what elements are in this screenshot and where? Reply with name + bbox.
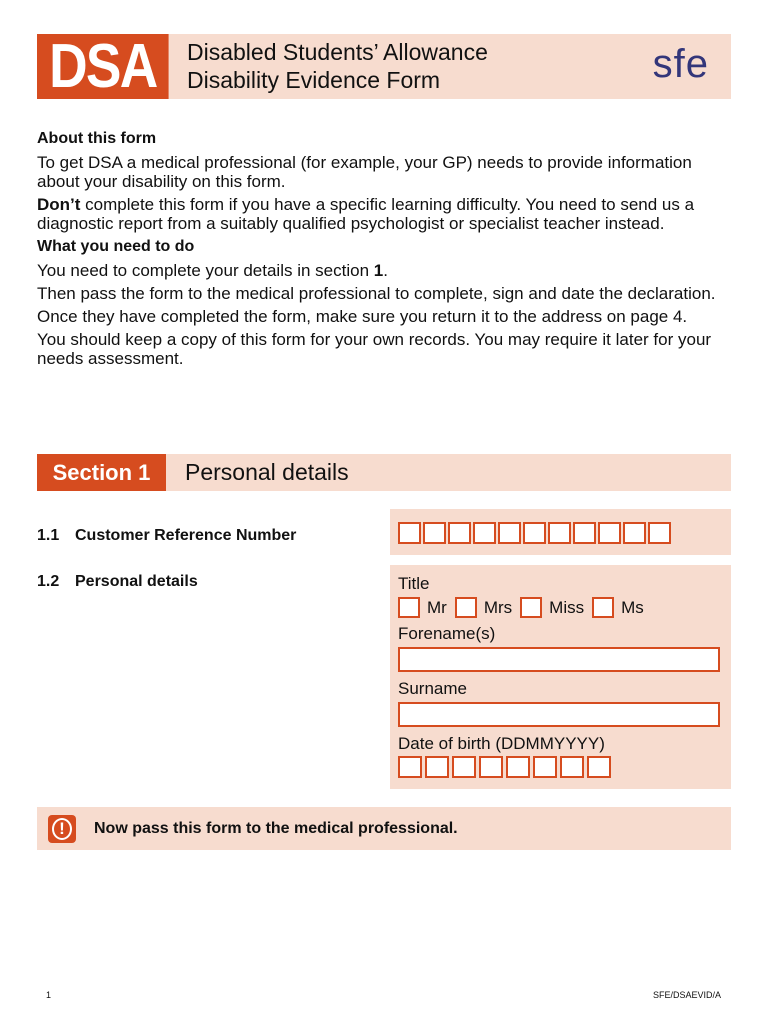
about-heading: About this form <box>37 130 157 147</box>
personal-details-panel <box>390 565 731 789</box>
exclamation-icon: ! <box>48 815 76 843</box>
section-tag: Section 1 <box>37 454 166 491</box>
dob-digit-box[interactable] <box>587 756 611 778</box>
title-option-label: Mrs <box>483 597 513 617</box>
title-miss-checkbox[interactable] <box>520 597 542 618</box>
title-mr-checkbox[interactable] <box>398 597 420 618</box>
crn-digit-box[interactable] <box>598 522 621 544</box>
question-text: Customer Reference Number <box>75 527 297 544</box>
todo-heading: What you need to do <box>37 238 195 255</box>
dob-digit-box[interactable] <box>425 756 449 778</box>
title-ms-checkbox[interactable] <box>592 597 614 618</box>
form-title-line1: Disabled Students’ Allowance <box>187 39 488 65</box>
dob-digit-box[interactable] <box>452 756 476 778</box>
title-mrs-checkbox[interactable] <box>455 597 477 618</box>
sfe-logo: sfe <box>652 42 709 86</box>
dob-label: Date of birth (DDMMYYYY) <box>398 734 605 753</box>
dob-digit-box[interactable] <box>533 756 557 778</box>
question-number: 1.2 <box>37 573 60 590</box>
title-option-label: Miss <box>549 597 585 617</box>
question-number: 1.1 <box>37 527 60 544</box>
dob-input[interactable] <box>398 756 611 778</box>
intro-text <box>37 129 737 368</box>
question-1-2-label <box>37 572 198 592</box>
dob-digit-box[interactable] <box>479 756 503 778</box>
todo-paragraph-4: You should keep a copy of this form for your own records. You may require it later for your needs assessment. <box>37 330 712 368</box>
dsa-badge: DSA <box>37 34 169 99</box>
crn-digit-box[interactable] <box>423 522 446 544</box>
form-code: SFE/DSAEVID/A <box>652 990 721 1000</box>
title-label: Title <box>398 574 430 593</box>
crn-digit-box[interactable] <box>398 522 421 544</box>
title-option-label: Mr <box>427 597 447 617</box>
dob-digit-box[interactable] <box>560 756 584 778</box>
forename-field[interactable] <box>398 647 720 672</box>
dont-paragraph <box>37 195 737 233</box>
crn-panel <box>390 509 731 555</box>
crn-digit-box[interactable] <box>473 522 496 544</box>
crn-digit-box[interactable] <box>623 522 646 544</box>
notice-banner <box>37 807 731 850</box>
crn-digit-box[interactable] <box>523 522 546 544</box>
crn-digit-box[interactable] <box>648 522 671 544</box>
dob-digit-box[interactable] <box>506 756 530 778</box>
dont-bold: Don’t <box>37 195 81 214</box>
todo-p1-start: You need to complete your details in section <box>37 261 374 280</box>
todo-paragraph-3: Once they have completed the form, make sure you return it to the address on page 4. <box>37 307 688 326</box>
crn-digit-box[interactable] <box>448 522 471 544</box>
form-title-line2: Disability Evidence Form <box>187 67 441 93</box>
crn-digit-box[interactable] <box>548 522 571 544</box>
todo-paragraph-1 <box>37 261 737 280</box>
forename-label: Forename(s) <box>398 624 496 643</box>
form-header <box>37 34 731 99</box>
todo-p1-bold: 1 <box>373 261 384 280</box>
question-1-1-label <box>37 526 296 546</box>
crn-digit-box[interactable] <box>498 522 521 544</box>
notice-text: Now pass this form to the medical professional. <box>94 820 458 837</box>
title-options <box>398 597 652 618</box>
todo-paragraph-2: Then pass the form to the medical professional to complete, sign and date the declaration. <box>37 284 716 303</box>
section-title: Personal details <box>185 459 349 485</box>
crn-input[interactable] <box>398 522 671 544</box>
question-text: Personal details <box>75 573 198 590</box>
page-number: 1 <box>46 990 52 1000</box>
form-title <box>187 38 488 94</box>
about-paragraph: To get DSA a medical professional (for example, your GP) needs to provide information about your disability on this form. <box>37 153 692 191</box>
title-option-label: Ms <box>621 597 644 617</box>
crn-digit-box[interactable] <box>573 522 596 544</box>
todo-p1-end: . <box>383 261 388 280</box>
dob-digit-box[interactable] <box>398 756 422 778</box>
surname-label: Surname <box>398 679 467 698</box>
surname-field[interactable] <box>398 702 720 727</box>
dont-rest: complete this form if you have a specific learning difficulty. You need to send us a diagnostic report from a suitably qualified psychologist or specialist teacher instead. <box>37 195 695 233</box>
section-bar <box>37 454 731 491</box>
